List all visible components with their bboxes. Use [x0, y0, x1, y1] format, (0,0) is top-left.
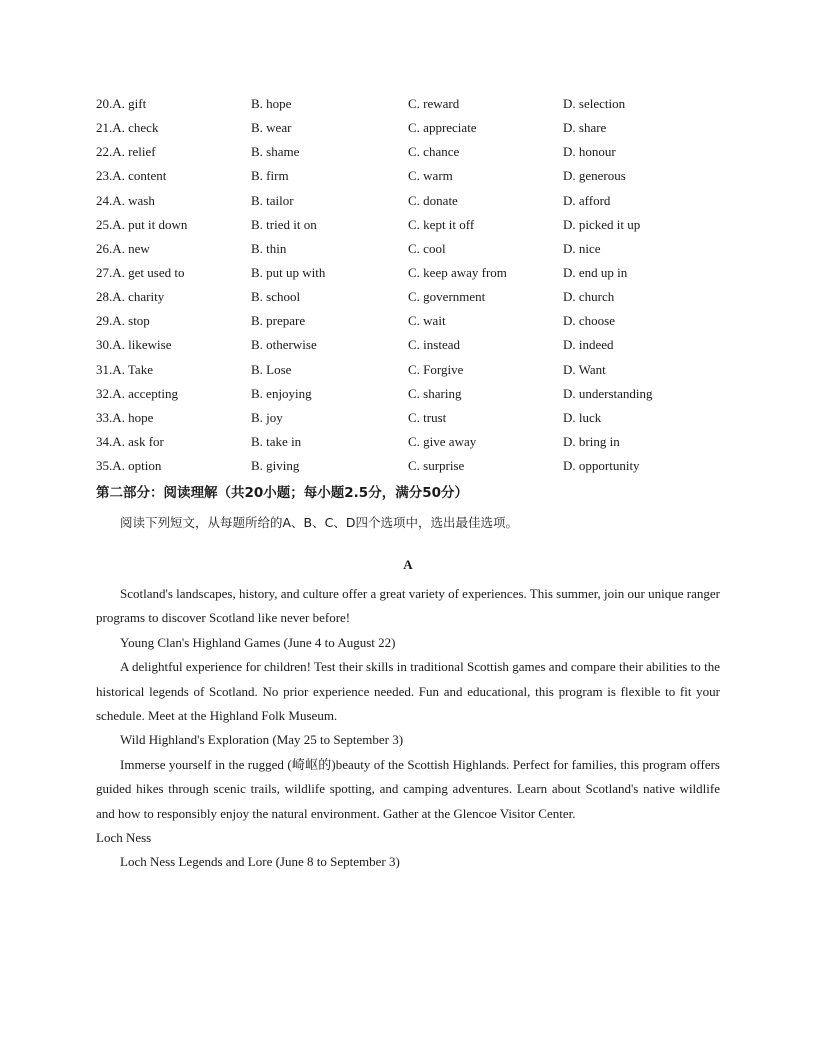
option-d: D. choose: [563, 313, 615, 329]
option-a: 32.A. accepting: [96, 385, 178, 401]
option-c: C. reward: [408, 96, 460, 111]
section-title: 第二部分：阅读理解（共20小题；每小题2.5分，满分50分）: [96, 485, 468, 501]
answer-options-list: [96, 94, 736, 480]
option-a: 29.A. stop: [96, 313, 150, 329]
program-title: Young Clan's Highland Games (June 4 to August 22): [120, 634, 396, 650]
program-description: Immerse yourself in the rugged (崎岖的)beauty of the Scottish Highlands. Perfect for families, this program offers guided hikes through scenic trails, wildlife spotting, and camping adventures. Learn about Scotland's native wildlife and how to responsibly enjoy the natural environment. Gather at the Glencoe Visitor Center.: [96, 756, 720, 821]
option-c: C. appreciate: [408, 120, 477, 136]
option-b: B. otherwise: [251, 337, 317, 353]
option-b: B. enjoying: [251, 385, 312, 401]
question-row: [96, 118, 736, 142]
option-a: 34.A. ask for: [96, 433, 164, 449]
option-b: B. joy: [251, 409, 283, 425]
option-b: B. Lose: [251, 361, 292, 377]
program-description: A delightful experience for children! Test their skills in traditional Scottish games and compare their abilities to the historical legends of Scotland. No prior experience needed. Fun and educational, this program is flexible to fit your schedule. Meet at the Highland Folk Museum.: [96, 659, 720, 724]
option-d: D. picked it up: [563, 216, 641, 232]
option-d: D. understanding: [563, 385, 653, 401]
option-d: D. luck: [563, 409, 602, 425]
option-a: 21.A. check: [96, 120, 159, 136]
question-row: [96, 432, 736, 456]
program-title: Loch Ness Legends and Lore (June 8 to September 3): [120, 854, 400, 870]
region-heading: Loch Ness: [96, 830, 152, 846]
option-c: C. government: [408, 289, 486, 305]
question-row: [96, 215, 736, 239]
option-b: B. wear: [251, 120, 292, 136]
option-a: 20.A. gift: [96, 96, 147, 111]
option-a: 23.A. content: [96, 168, 167, 184]
question-row: [96, 311, 736, 335]
option-b: B. tried it on: [251, 216, 317, 232]
option-c: C. give away: [408, 433, 477, 449]
option-d: D. afford: [563, 192, 611, 208]
option-a: 28.A. charity: [96, 289, 165, 305]
option-c: C. instead: [408, 337, 460, 353]
question-row: [96, 263, 736, 287]
option-a: 24.A. wash: [96, 192, 155, 208]
option-b: B. hope: [251, 96, 292, 111]
option-d: D. generous: [563, 168, 626, 184]
option-d: D. honour: [563, 144, 616, 160]
option-b: B. school: [251, 289, 301, 305]
option-a: 25.A. put it down: [96, 216, 188, 232]
option-c: C. Forgive: [408, 361, 464, 377]
option-d: D. indeed: [563, 337, 614, 353]
option-b: B. shame: [251, 144, 300, 160]
option-c: C. warm: [408, 168, 453, 184]
option-c: C. cool: [408, 240, 446, 256]
passage-letter: A: [403, 557, 413, 572]
option-a: 26.A. new: [96, 240, 150, 256]
option-a: 35.A. option: [96, 458, 162, 474]
question-row: [96, 94, 736, 118]
question-row: [96, 166, 736, 190]
option-c: C. surprise: [408, 458, 465, 474]
option-a: 31.A. Take: [96, 361, 153, 377]
passage-body: [96, 582, 720, 875]
option-d: D. selection: [563, 96, 626, 111]
option-d: D. church: [563, 289, 615, 305]
question-row: [96, 239, 736, 263]
passage-intro: Scotland's landscapes, history, and culture offer a great variety of experiences. This summer, join our unique ranger programs to discover Scotland like never before!: [96, 586, 720, 626]
option-c: C. wait: [408, 313, 446, 329]
question-row: [96, 287, 736, 311]
option-c: C. donate: [408, 192, 458, 208]
option-b: B. put up with: [251, 264, 326, 280]
option-b: B. firm: [251, 168, 289, 184]
question-row: [96, 384, 736, 408]
question-row: [96, 191, 736, 215]
section-instruction: 阅读下列短文，从每题所给的A、B、C、D四个选项中，选出最佳选项。: [120, 515, 518, 530]
option-b: B. giving: [251, 458, 300, 474]
option-a: 33.A. hope: [96, 409, 154, 425]
option-a: 22.A. relief: [96, 144, 156, 160]
option-c: C. trust: [408, 409, 447, 425]
option-b: B. tailor: [251, 192, 294, 208]
option-d: D. Want: [563, 361, 606, 377]
option-a: 30.A. likewise: [96, 337, 172, 353]
question-row: [96, 408, 736, 432]
question-row: [96, 335, 736, 359]
question-row: [96, 142, 736, 166]
option-b: B. prepare: [251, 313, 306, 329]
program-title: Wild Highland's Exploration (May 25 to September 3): [120, 732, 404, 748]
option-d: D. share: [563, 120, 607, 136]
option-d: D. nice: [563, 240, 601, 256]
option-a: 27.A. get used to: [96, 264, 185, 280]
question-row: [96, 456, 736, 480]
option-d: D. bring in: [563, 433, 620, 449]
option-c: C. keep away from: [408, 264, 507, 280]
option-b: B. thin: [251, 240, 287, 256]
question-row: [96, 360, 736, 384]
option-b: B. take in: [251, 433, 302, 449]
option-c: C. sharing: [408, 385, 462, 401]
option-d: D. end up in: [563, 264, 628, 280]
option-c: C. kept it off: [408, 216, 475, 232]
option-c: C. chance: [408, 144, 460, 160]
option-d: D. opportunity: [563, 458, 640, 474]
